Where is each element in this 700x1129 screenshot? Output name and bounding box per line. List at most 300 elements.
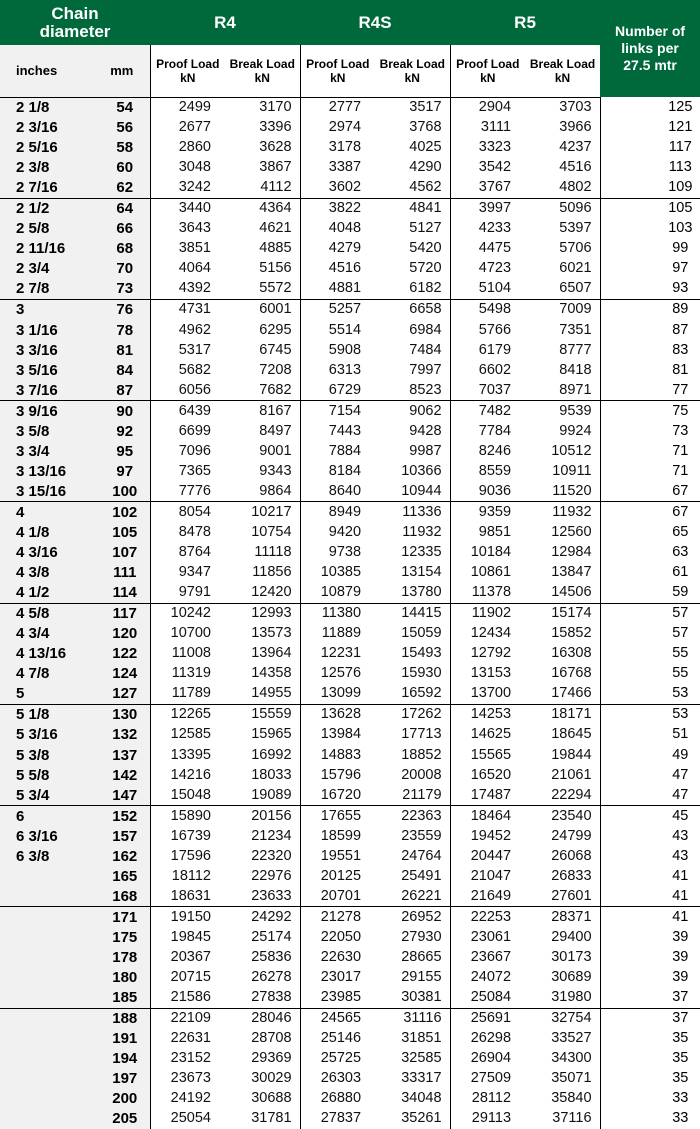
break-load-r4-cell: 22320 [251,847,292,864]
break-load-r5-cell: 23540 [525,806,600,827]
mm-size-cell: 54 [90,97,150,118]
break-load-r5-cell: 24799 [551,827,592,844]
inches-header: inches [0,45,90,97]
proof-load-header-r4s: Proof Load kN [300,45,375,97]
table-row [0,279,700,300]
break-load-r4-cell: 28046 [225,1008,300,1029]
break-load-r4-cell: 25174 [251,928,292,945]
table-row [0,846,700,866]
break-load-r4-cell: 3170 [259,99,292,116]
mm-size-cell: 102 [90,502,150,523]
break-load-r5-cell: 5397 [559,220,592,237]
mm-size-cell: 127 [90,684,150,705]
break-load-r4-cell: 30688 [251,1090,292,1107]
break-load-r5-cell: 35071 [551,1070,592,1087]
table-row [0,725,700,745]
proof-load-r4s-cell: 13984 [300,725,375,745]
proof-load-r4-cell: 10700 [150,624,225,644]
proof-load-r4s-cell: 16720 [300,785,375,806]
mm-size-cell: 200 [90,1089,150,1109]
break-load-r4s-cell: 17262 [375,704,450,725]
inch-size-cell: 2 1/2 [0,198,90,219]
inch-size-cell: 6 [0,806,90,827]
break-load-r4s-cell: 25491 [401,867,442,884]
table-row [0,421,700,441]
proof-load-r4s-cell: 8184 [300,461,375,481]
break-load-r4-cell: 28708 [251,1030,292,1047]
table-row [0,927,700,947]
table-row [0,441,700,461]
break-load-r4s-cell: 7997 [409,361,442,378]
proof-load-r4s-cell: 7884 [300,441,375,461]
proof-load-r5-cell: 15565 [450,745,525,765]
proof-load-r5-cell: 14253 [450,704,525,725]
links-count-cell: 97 [600,259,700,279]
inch-size-cell: 2 1/8 [0,97,90,118]
links-count-cell: 53 [600,684,700,705]
break-load-header-r4: Break Load kN [225,45,300,97]
mm-size-cell: 87 [90,380,150,401]
proof-load-r5-cell: 10861 [450,563,525,583]
proof-load-r4-cell: 6056 [150,380,225,401]
proof-load-r4-cell: 7096 [150,441,225,461]
table-row [0,866,700,886]
links-count-cell: 45 [600,806,700,827]
inch-size-cell: 5 3/8 [0,745,90,765]
proof-load-r4-cell: 4962 [150,320,225,340]
proof-load-header-r5: Proof Load kN [450,45,525,97]
inch-size-cell: 4 13/16 [0,644,90,664]
proof-load-r4s-cell: 22630 [300,947,375,967]
break-load-r4-cell: 6295 [259,321,292,338]
inch-size-cell: 3 7/16 [0,380,90,401]
break-load-r4s-cell: 30381 [401,989,442,1006]
proof-load-r4-cell: 9347 [150,563,225,583]
proof-load-r4-cell: 3242 [150,178,225,199]
mm-size-cell: 56 [90,118,150,138]
mm-size-cell: 73 [90,279,150,300]
proof-load-r5-cell: 21047 [450,866,525,886]
proof-load-r4s-cell: 20125 [300,866,375,886]
links-count-cell: 53 [600,704,700,725]
break-load-r4s-cell: 6182 [409,280,442,297]
chain-diameter-header: Chain diameter [0,0,150,45]
proof-load-r4-cell: 19150 [150,907,225,928]
proof-load-r5-cell: 12434 [450,624,525,644]
proof-load-r5-cell: 13153 [450,664,525,684]
proof-load-r5-cell: 25691 [450,1008,525,1029]
mm-size-cell: 185 [90,988,150,1009]
inch-size-cell: 5 [0,684,90,705]
break-load-r4s-cell: 5420 [409,240,442,257]
proof-load-r5-cell: 4233 [450,219,525,239]
break-load-r4s-cell: 10366 [401,462,442,479]
proof-load-r4-cell: 16739 [150,826,225,846]
proof-load-r5-cell: 9036 [450,481,525,502]
table-row [0,259,700,279]
table-row [0,745,700,765]
proof-load-r4-cell: 3851 [150,239,225,259]
proof-load-r5-cell: 9851 [450,522,525,542]
break-load-r4s-cell: 21179 [402,786,442,803]
proof-load-r4s-cell: 14883 [300,745,375,765]
proof-load-r5-cell: 7784 [450,421,525,441]
inch-size-cell [0,927,90,947]
proof-load-r4-cell: 3643 [150,219,225,239]
proof-load-r4s-cell: 23017 [300,968,375,988]
proof-load-r4-cell: 23152 [150,1049,225,1069]
break-load-r4s-cell: 28665 [401,948,442,965]
mm-size-cell: 191 [90,1029,150,1049]
proof-load-r5-cell: 22253 [450,907,525,928]
table-row [0,138,700,158]
proof-load-r4s-cell: 6313 [300,360,375,380]
proof-load-r4-cell: 3048 [150,158,225,178]
break-load-r5-cell: 4237 [559,139,592,156]
proof-load-r5-cell: 5766 [450,320,525,340]
proof-load-r5-cell: 26298 [450,1029,525,1049]
mm-size-cell: 142 [90,765,150,785]
links-count-cell: 57 [600,603,700,624]
break-load-r4-cell: 19089 [251,786,292,803]
links-count-cell: 39 [600,947,700,967]
inch-size-cell: 3 3/16 [0,340,90,360]
proof-load-r4-cell: 15048 [150,785,225,806]
links-count-cell: 93 [600,279,700,300]
break-load-r4s-cell: 9428 [409,422,442,439]
proof-load-r5-cell: 5104 [450,279,525,300]
break-load-r4s-cell: 6984 [409,321,442,338]
break-load-r4s-cell: 4841 [375,198,450,219]
proof-load-r4s-cell: 22050 [300,927,375,947]
table-row [0,158,700,178]
proof-load-r4-cell: 5317 [150,340,225,360]
proof-load-r5-cell: 24072 [450,968,525,988]
break-load-r5-cell: 19844 [551,746,592,763]
mm-size-cell: 130 [90,704,150,725]
grade-header-r4s: R4S [300,0,450,45]
proof-load-r4s-cell: 5257 [300,299,375,320]
proof-load-r4s-cell: 4279 [300,239,375,259]
proof-load-r5-cell: 8559 [450,461,525,481]
proof-load-r5-cell: 6179 [450,340,525,360]
break-load-r5-cell: 8777 [559,341,592,358]
break-load-r4s-cell: 18852 [401,746,442,763]
break-load-r5-cell: 11520 [552,482,592,499]
proof-load-r5-cell: 3767 [450,178,525,199]
proof-load-r4-cell: 11789 [150,684,225,705]
proof-load-r4s-cell: 15796 [300,765,375,785]
proof-load-r4s-cell: 8640 [300,481,375,502]
proof-load-r4-cell: 21586 [150,988,225,1009]
break-load-r5-cell: 37116 [552,1110,592,1127]
proof-load-r4s-cell: 11889 [300,624,375,644]
proof-load-r5-cell: 27509 [450,1069,525,1089]
break-load-r4-cell: 27838 [251,989,292,1006]
inch-size-cell: 2 5/8 [0,219,90,239]
break-load-r5-cell: 16308 [551,645,592,662]
proof-load-r4s-cell: 2974 [300,118,375,138]
break-load-r4-cell: 22976 [251,867,292,884]
break-load-r4s-cell: 11932 [402,524,442,540]
break-load-r4-cell: 20156 [225,806,300,827]
break-load-r4s-cell: 20008 [401,766,442,783]
inch-size-cell: 4 3/8 [0,563,90,583]
table-row [0,704,700,725]
break-load-r5-cell: 17466 [551,685,592,702]
break-load-r4-cell: 29369 [251,1050,292,1067]
mm-size-cell: 124 [90,664,150,684]
links-count-cell: 43 [600,826,700,846]
links-count-cell: 73 [600,421,700,441]
proof-load-r4s-cell: 3822 [300,198,375,219]
table-row [0,299,700,320]
inch-size-cell: 5 3/16 [0,725,90,745]
mm-size-cell: 97 [90,461,150,481]
mm-size-cell: 168 [90,886,150,907]
links-count-cell: 71 [600,441,700,461]
table-row [0,1069,700,1089]
break-load-r5-cell: 9924 [559,422,592,439]
mm-size-cell: 105 [90,522,150,542]
proof-load-r5-cell: 23667 [450,947,525,967]
table-row [0,1029,700,1049]
proof-load-header-r4: Proof Load kN [150,45,225,97]
break-load-r4s-cell: 4290 [409,159,442,176]
links-count-cell: 33 [600,1089,700,1109]
proof-load-r4-cell: 19845 [150,927,225,947]
break-load-r4-cell: 12420 [251,584,292,601]
inch-size-cell: 4 [0,502,90,523]
links-count-cell: 35 [600,1069,700,1089]
break-load-r4-cell: 10754 [251,524,292,540]
proof-load-r4s-cell: 4881 [300,279,375,300]
break-load-r4-cell: 11118 [254,544,292,561]
table-row [0,886,700,907]
proof-load-r5-cell: 14625 [450,725,525,745]
table-row [0,239,700,259]
break-load-r5-cell: 22294 [551,786,592,803]
proof-load-r4s-cell: 13099 [300,684,375,705]
mm-size-cell: 107 [90,543,150,563]
links-count-cell: 47 [600,785,700,806]
break-load-r4-cell: 8167 [225,401,300,422]
table-row [0,968,700,988]
break-load-r4s-cell: 29155 [401,969,442,986]
break-load-r5-cell: 11932 [525,502,600,523]
proof-load-r4-cell: 18631 [150,886,225,907]
table-row [0,624,700,644]
break-load-r4-cell: 9001 [259,442,292,459]
break-load-r4s-cell: 32585 [401,1050,442,1067]
proof-load-r4s-cell: 12231 [300,644,375,664]
table-row [0,401,700,422]
links-count-cell: 43 [600,846,700,866]
inch-size-cell [0,1089,90,1109]
proof-load-r4-cell: 22631 [150,1029,225,1049]
break-load-r4-cell: 3396 [259,119,292,136]
break-load-r5-cell: 26068 [551,847,592,864]
break-load-r5-cell: 30689 [551,969,592,986]
table-row [0,583,700,604]
break-load-r5-cell: 3966 [559,119,592,136]
proof-load-r4s-cell: 5514 [300,320,375,340]
links-count-cell: 67 [600,481,700,502]
links-count-cell: 41 [600,886,700,907]
mm-size-cell: 66 [90,219,150,239]
table-row [0,988,700,1009]
proof-load-r5-cell: 7037 [450,380,525,401]
break-load-r4s-cell: 7484 [409,341,442,358]
proof-load-r4s-cell: 24565 [300,1008,375,1029]
table-row [0,461,700,481]
proof-load-r4-cell: 13395 [150,745,225,765]
table-row [0,360,700,380]
break-load-r4-cell: 10217 [225,502,300,523]
break-load-r4s-cell: 4025 [409,139,442,156]
mm-size-cell: 68 [90,239,150,259]
break-load-r5-cell: 9539 [525,401,600,422]
links-count-cell: 113 [600,158,700,178]
inch-size-cell [0,1049,90,1069]
proof-load-r5-cell: 2904 [450,97,525,118]
inch-size-cell [0,968,90,988]
grade-header-r5: R5 [450,0,600,45]
proof-load-r4s-cell: 17655 [300,806,375,827]
mm-size-cell: 70 [90,259,150,279]
table-row [0,644,700,664]
proof-load-r5-cell: 12792 [450,644,525,664]
proof-load-r5-cell: 16520 [450,765,525,785]
break-load-r4s-cell: 8523 [409,381,442,398]
proof-load-r4s-cell: 12576 [300,664,375,684]
table-row [0,543,700,563]
inch-size-cell: 3 15/16 [0,481,90,502]
table-row [0,603,700,624]
links-count-cell: 41 [600,866,700,886]
inch-size-cell [0,947,90,967]
proof-load-r4s-cell: 26303 [300,1069,375,1089]
break-load-r4s-cell: 3517 [409,99,442,116]
mm-size-cell: 95 [90,441,150,461]
table-row [0,947,700,967]
break-load-r4s-cell: 9062 [375,401,450,422]
inch-size-cell: 5 5/8 [0,765,90,785]
proof-load-r4-cell: 12265 [150,704,225,725]
break-load-r4s-cell: 12335 [401,544,442,561]
inch-size-cell: 3 1/16 [0,320,90,340]
mm-size-cell: 188 [90,1008,150,1029]
proof-load-r4s-cell: 4048 [300,219,375,239]
table-row [0,826,700,846]
mm-size-cell: 58 [90,138,150,158]
proof-load-r4s-cell: 20701 [300,886,375,907]
proof-load-r4s-cell: 5908 [300,340,375,360]
links-count-cell: 41 [600,907,700,928]
proof-load-r4s-cell: 10385 [300,563,375,583]
break-load-r5-cell: 12984 [551,544,592,561]
links-count-cell: 77 [600,380,700,401]
break-load-r4-cell: 13964 [251,645,292,662]
break-load-r4-cell: 11856 [252,564,292,581]
proof-load-r4-cell: 6699 [150,421,225,441]
mm-size-cell: 111 [90,563,150,583]
break-load-r4s-cell: 5127 [409,220,442,237]
inch-size-cell: 3 3/4 [0,441,90,461]
break-load-r5-cell: 21061 [551,766,592,783]
break-load-r5-cell: 4802 [559,179,592,196]
break-load-r4s-cell: 10944 [401,482,442,499]
break-load-r4-cell: 15559 [225,704,300,725]
proof-load-r4s-cell: 6729 [300,380,375,401]
proof-load-r5-cell: 3111 [450,118,525,138]
proof-load-r5-cell: 4723 [450,259,525,279]
break-load-r5-cell: 31980 [551,989,592,1006]
links-count-cell: 39 [600,968,700,988]
links-count-cell: 37 [600,1008,700,1029]
proof-load-r4-cell: 11008 [150,644,225,664]
break-load-r4-cell: 4621 [259,220,292,237]
proof-load-r5-cell: 23061 [450,927,525,947]
proof-load-r4-cell: 25054 [150,1109,225,1129]
proof-load-r4-cell: 4392 [150,279,225,300]
break-load-r4-cell: 3628 [259,139,292,156]
proof-load-r4-cell: 23673 [150,1069,225,1089]
links-count-cell: 125 [600,97,700,118]
inch-size-cell: 3 9/16 [0,401,90,422]
proof-load-r4s-cell: 21278 [300,907,375,928]
mm-size-cell: 92 [90,421,150,441]
links-count-cell: 59 [600,583,700,604]
mm-size-cell: 152 [90,806,150,827]
mm-size-cell: 84 [90,360,150,380]
table-row [0,907,700,928]
proof-load-r4-cell: 7776 [150,481,225,502]
break-load-r4s-cell: 13780 [401,584,442,601]
break-load-r4-cell: 16992 [251,746,292,763]
proof-load-r4s-cell: 13628 [300,704,375,725]
links-count-cell: 57 [600,624,700,644]
links-count-cell: 67 [600,502,700,523]
mm-size-cell: 194 [90,1049,150,1069]
inch-size-cell: 2 5/16 [0,138,90,158]
inch-size-cell [0,886,90,907]
inch-size-cell [0,1069,90,1089]
break-load-r4-cell: 5156 [259,260,292,277]
inch-size-cell: 3 5/16 [0,360,90,380]
inch-size-cell [0,1029,90,1049]
proof-load-r4s-cell: 27837 [300,1109,375,1129]
table-row [0,664,700,684]
proof-load-r4-cell: 2860 [150,138,225,158]
proof-load-r5-cell: 10184 [450,543,525,563]
break-load-r5-cell: 7351 [559,321,592,338]
proof-load-r4-cell: 8764 [150,543,225,563]
proof-load-r4-cell: 18112 [150,866,225,886]
proof-load-r4-cell: 10242 [150,603,225,624]
break-load-r4s-cell: 26952 [375,907,450,928]
break-load-r5-cell: 5096 [525,198,600,219]
inch-size-cell: 4 7/8 [0,664,90,684]
break-load-r5-cell: 13847 [551,564,592,581]
break-load-header-r5: Break Load kN [525,45,600,97]
break-load-r4-cell: 3867 [259,159,292,176]
break-load-r4s-cell: 3768 [409,119,442,136]
break-load-r5-cell: 28371 [525,907,600,928]
break-load-r4s-cell: 5720 [409,260,442,277]
proof-load-r5-cell: 4475 [450,239,525,259]
table-row [0,563,700,583]
